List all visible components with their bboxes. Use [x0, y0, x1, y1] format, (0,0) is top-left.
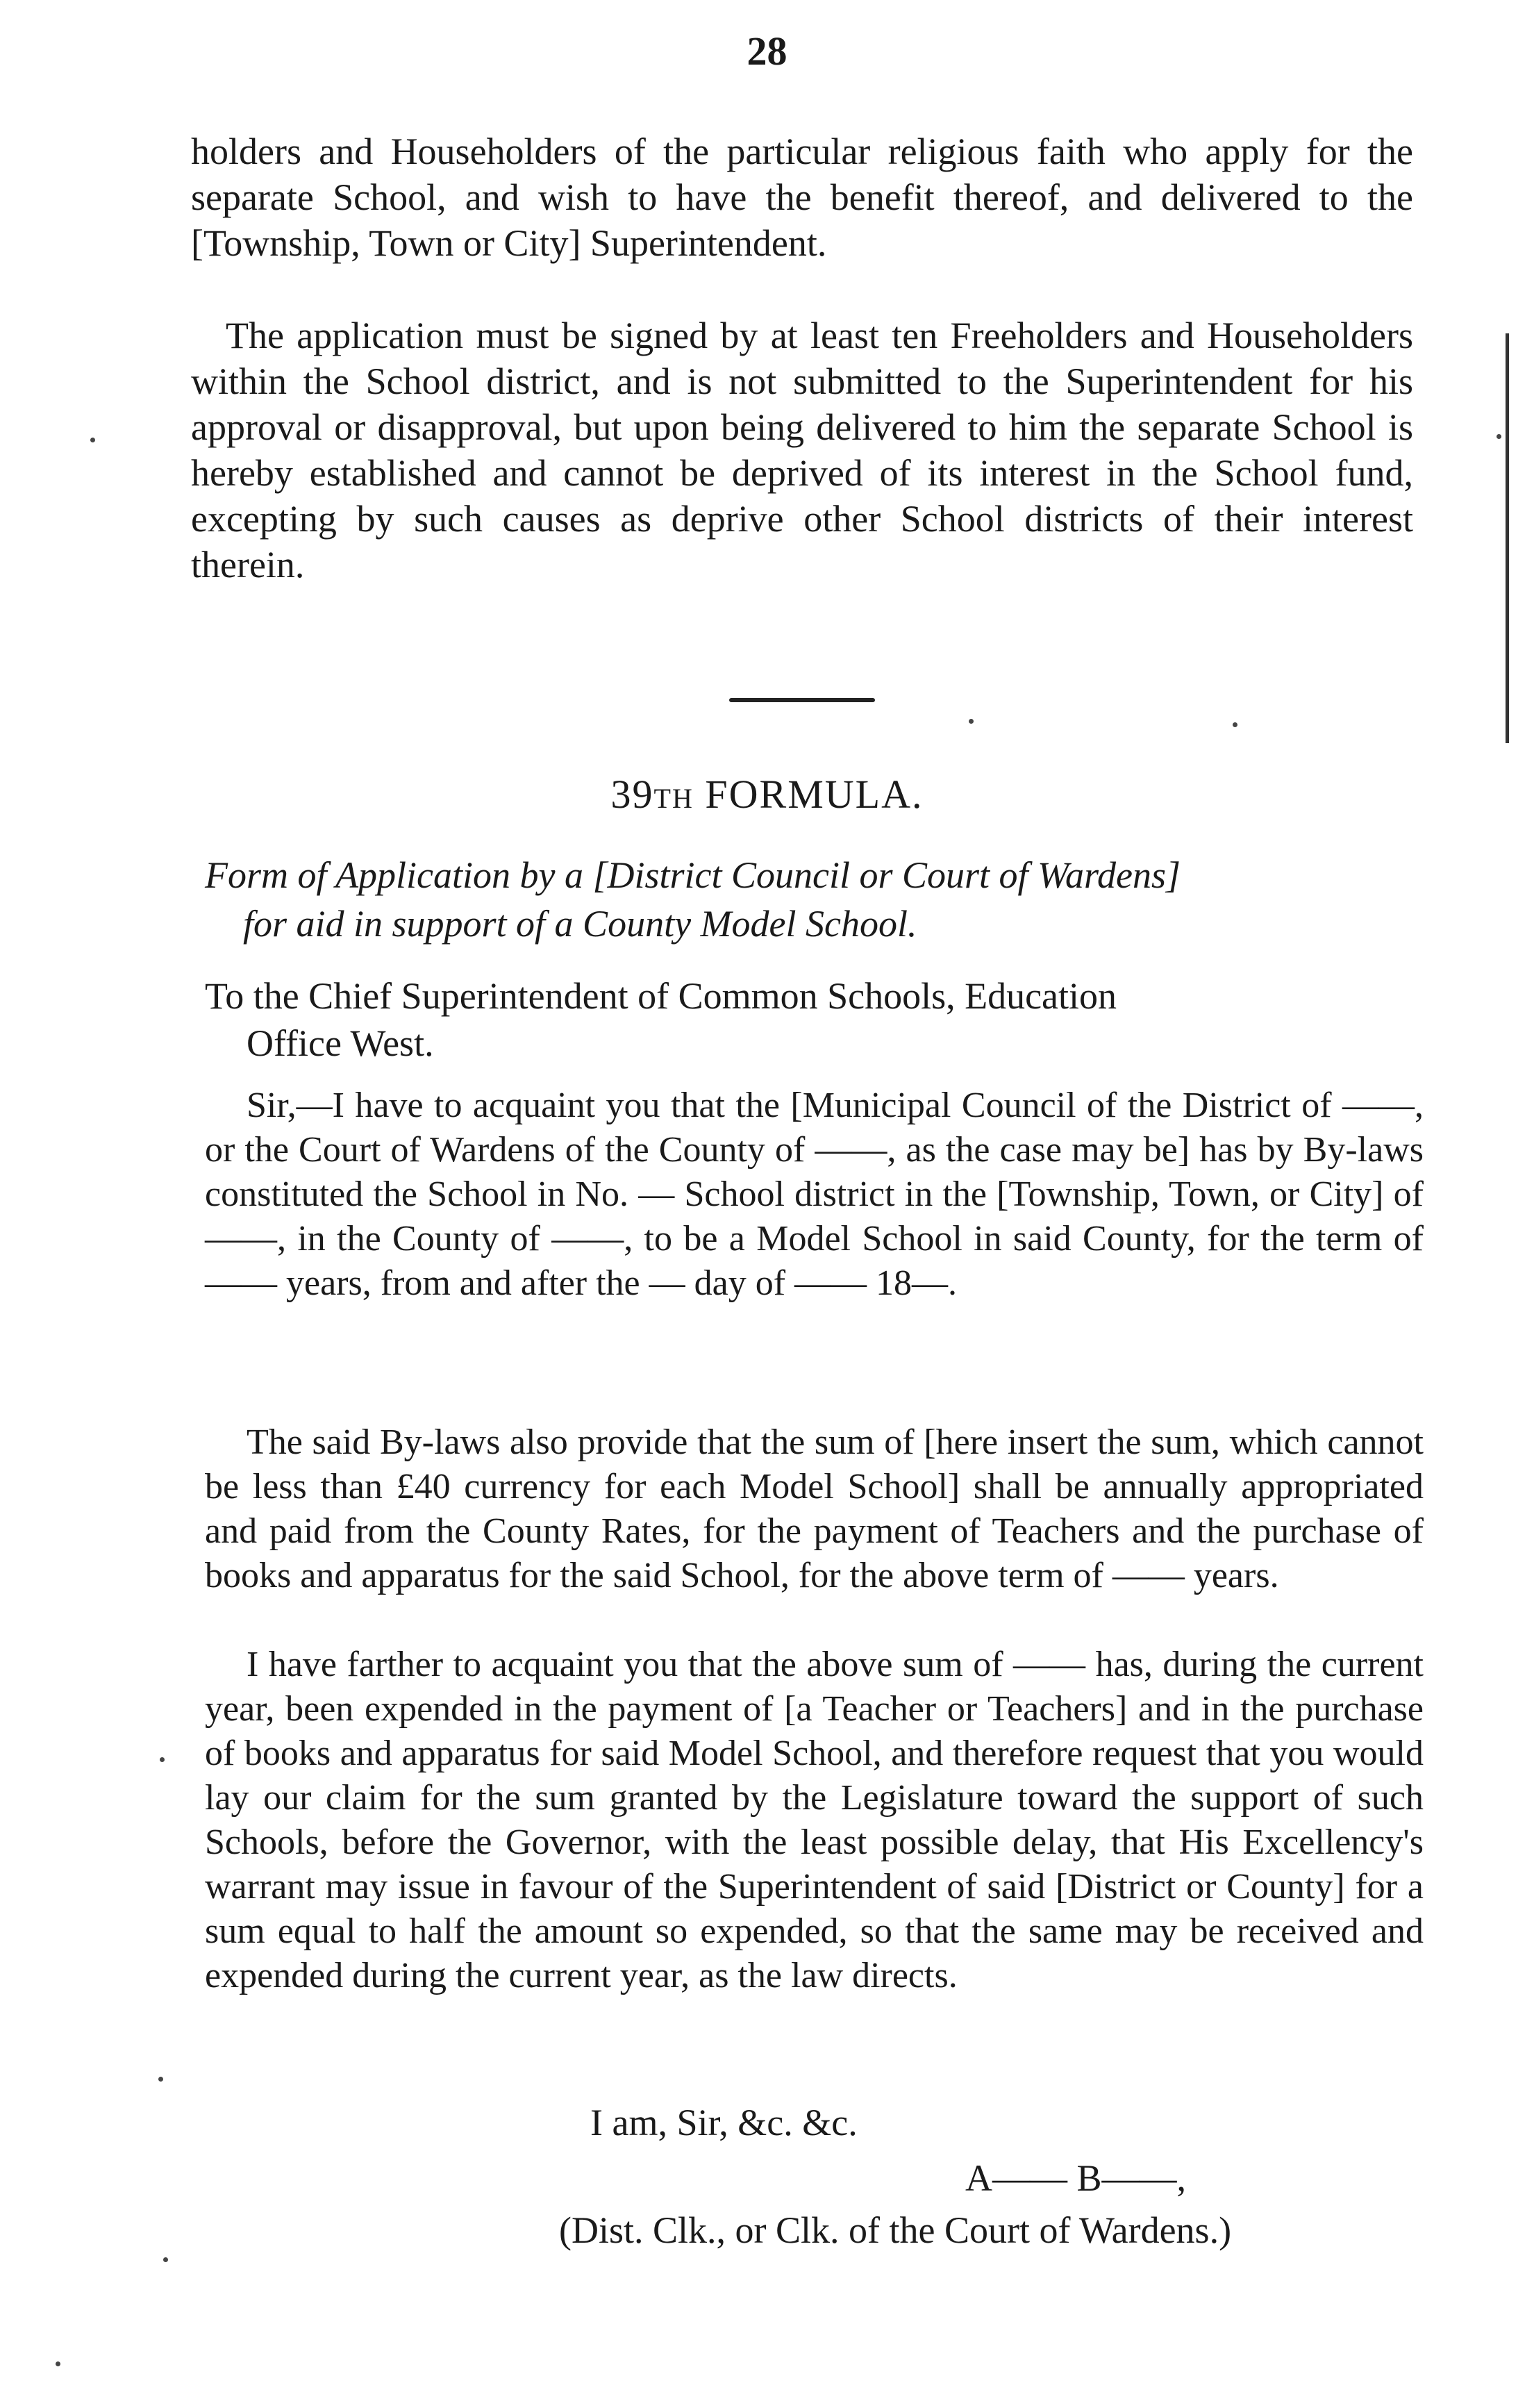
page-number: 28: [747, 28, 787, 74]
intro-paragraph-second: [191, 313, 1413, 588]
form-title-line-1: Form of Application by a [District Council or Court of Wardens]: [205, 854, 1181, 896]
letter-address: [205, 972, 1420, 1067]
signatory-office: (Dist. Clk., or Clk. of the Court of Wardens.): [559, 2209, 1232, 2251]
address-line-2: Office West.: [247, 1022, 434, 1064]
formula-number: 39: [610, 772, 654, 817]
formula-suffix: TH: [653, 783, 694, 814]
print-speck: [1497, 434, 1501, 439]
formula-word: FORMULA.: [705, 772, 924, 817]
print-speck: [158, 2077, 163, 2082]
letter-paragraph-3: I have farther to acquaint you that the above sum of —— has, during the current year, been expended in the payment of [a Teacher or Teachers] and in the purchase of books and apparatus for said Model School, and therefore request that you would lay our claim for the sum granted by the Legislature toward the support of such Schools, before the Governor, with the least possible delay, that His Excellency's warrant may issue in favour of the Superintendent of said [District or County] for a sum equal to half the amount so expended, so that the same may be received and expended during the current year, as the law directs.: [205, 1645, 1424, 1995]
letter-signature: A—— B——,: [965, 2157, 1187, 2199]
print-speck: [1233, 722, 1237, 727]
form-title-line-2: for aid in support of a County Model School.: [243, 903, 917, 945]
letter-paragraph-2: The said By-laws also provide that the sum of [here insert the sum, which cannot be less than £40 currency for each Model School] shall be annually appropriated and paid from the County Rates, for the payment of Teachers and the purchase of books and apparatus for the said School, for the above term of —— years.: [205, 1422, 1424, 1595]
print-speck: [160, 1757, 165, 1762]
print-speck: [56, 2361, 60, 2366]
letter-paragraph-1: Sir,—I have to acquaint you that the [Municipal Council of the District of ——, or the Court of Wardens of the County of ——, as the case may be] has by By-laws constituted the School in No. — School district in the [Township, Town, or City] of ——, in the County of ——, to be a Model School in said County, for the term of —— years, from and after the — day of —— 18—.: [205, 1086, 1424, 1303]
print-speck: [163, 2257, 168, 2262]
form-title: [205, 851, 1427, 948]
formula-heading: [0, 771, 1534, 817]
print-speck: [969, 719, 974, 724]
margin-mark: [1506, 333, 1509, 743]
letter-body-3: [205, 1643, 1424, 1998]
intro-paragraph-continued: [191, 128, 1413, 266]
intro-paragraph-2: The application must be signed by at least ten Freeholders and Householders within the School district, and is not submitted to the Superintendent for his approval or disapproval, but upon being delivered to him the separate School is hereby established and cannot be deprived of its interest in the School fund, excepting by such causes as deprive other School districts of their interest therein.: [191, 315, 1413, 586]
letter-body-1: [205, 1083, 1424, 1306]
address-line-1: To the Chief Superintendent of Common Schools, Education: [205, 975, 1117, 1017]
print-speck: [90, 438, 95, 442]
letter-signoff: I am, Sir, &c. &c.: [590, 2102, 858, 2143]
letter-body-2: [205, 1420, 1424, 1598]
section-divider: [729, 698, 875, 702]
intro-paragraph-1: holders and Householders of the particular religious faith who apply for the separate School, and wish to have the benefit thereof, and delivered to the [Township, Town or City] Superintendent.: [191, 131, 1413, 264]
